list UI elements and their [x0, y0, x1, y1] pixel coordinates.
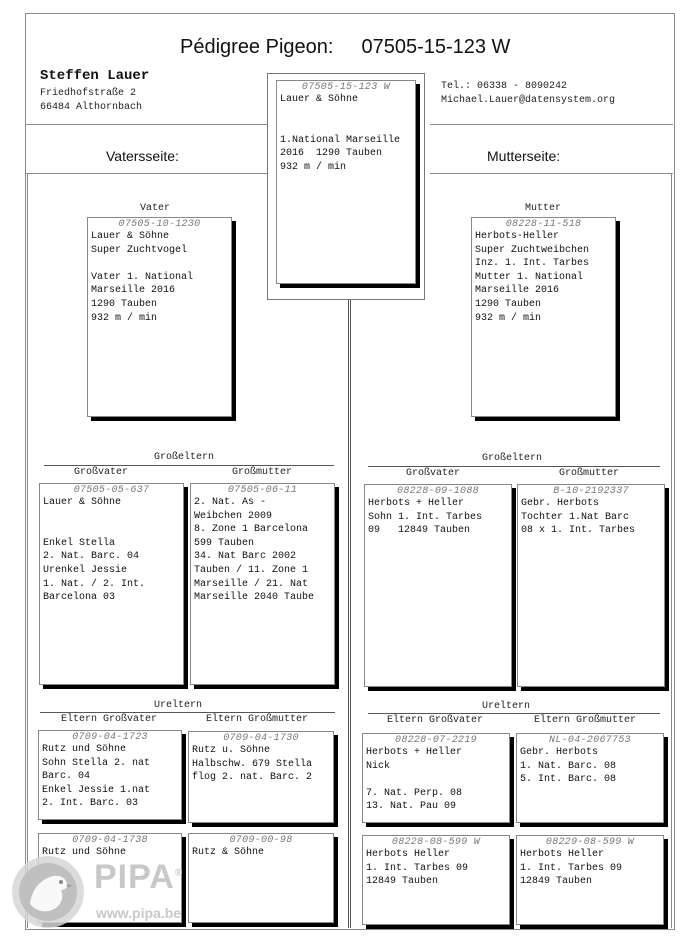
mfm-line: 1. Int. Tarbes 09 [366, 862, 469, 874]
fmf-line: Halbschw. 679 Stella [192, 758, 313, 770]
fmf-line: Rutz u. Söhne [192, 745, 271, 756]
father-line: 1290 Tauben [91, 298, 158, 310]
father-label: Vater [139, 203, 171, 214]
divider-owner [26, 124, 267, 125]
divider-owner-right [430, 124, 673, 125]
ffm-line: Rutz und Söhne [42, 847, 127, 858]
grandfather-label-father: Großvater [73, 467, 129, 478]
ff-line [40, 523, 183, 537]
pipa-registered-mark: ® [174, 867, 184, 879]
title-ring: 07505-15-123 W [361, 36, 511, 58]
mff-line: 13. Nat. Pau 09 [366, 801, 457, 813]
ff-line: Lauer & Söhne [43, 497, 122, 508]
fm-ring: 07505-06-11 [227, 485, 298, 496]
mfm-ring: 08228-08-599 W [391, 837, 481, 848]
great-grandparents-underline-father [40, 712, 335, 713]
ff-ring: 07505-05-637 [73, 485, 150, 496]
parents-grandfather-label-mother: Eltern Großvater [386, 715, 484, 726]
owner-city: 66484 Althornbach [40, 102, 143, 113]
grandparents-underline-father [44, 465, 334, 466]
subject-line [277, 120, 415, 134]
mfm-line: 12849 Tauben [366, 876, 439, 888]
mm-line: Tochter 1.Nat Barc [521, 511, 630, 523]
parents-grandfather-label-father: Eltern Großvater [60, 714, 158, 725]
grandmother-label-father: Großmutter [231, 467, 293, 478]
subject-card [276, 80, 416, 284]
center-divider [348, 298, 351, 928]
father-line: Marseille 2016 [91, 285, 176, 297]
mmm-line: Herbots Heller [520, 849, 605, 860]
father-line: Vater 1. National [91, 271, 194, 283]
mother-line: Marseille 2016 [475, 285, 560, 297]
mmf-line: 5. Int. Barc. 08 [520, 774, 617, 786]
mother-line: 932 m / min [475, 312, 542, 324]
owner-email: Michael.Lauer@datensystem.org [441, 95, 616, 106]
grandparents-label-father: Großeltern [153, 452, 215, 463]
mm-line: 08 x 1. Int. Tarbes [521, 525, 636, 537]
mmm-ring: 08229-08-599 W [545, 837, 635, 848]
grandfather-label-mother: Großvater [405, 468, 461, 479]
great-grandmother-mf-card [362, 835, 510, 925]
grandparents-label-mother: Großeltern [481, 453, 543, 464]
great-grandfather-fm-card [188, 731, 334, 823]
fff-ring: 0709-04-1723 [72, 732, 148, 743]
mm-ring: B-10-2192337 [553, 486, 629, 497]
great-grandfather-mm-card [516, 733, 664, 823]
mother-line: Herbots-Heller [475, 231, 560, 242]
parents-grandmother-label-father: Eltern Großmutter [205, 714, 309, 725]
fm-line: Marseille / 21. Nat [194, 578, 309, 590]
subject-ring: 07505-15-123 W [301, 82, 391, 93]
fff-line: Barc. 04 [42, 771, 91, 783]
great-grandfather-ff-card [38, 730, 182, 820]
fff-line: Sohn Stella 2. nat [42, 757, 151, 769]
ff-line: 2. Nat. Barc. 04 [43, 551, 140, 563]
mother-label: Mutter [524, 203, 562, 214]
fmf-line: flog 2. nat. Barc. 2 [192, 772, 313, 784]
father-line: Super Zuchtvogel [91, 244, 188, 256]
fmm-ring: 0709-00-98 [229, 835, 293, 846]
fm-line: 8. Zone 1 Barcelona [194, 524, 309, 536]
fmf-ring: 0709-04-1730 [223, 733, 299, 744]
great-grandparents-underline-mother [368, 713, 660, 714]
mmm-line: 12849 Tauben [520, 876, 593, 888]
mf-line: Sohn 1. Int. Tarbes [368, 511, 483, 523]
mf-ring: 08228-09-1088 [397, 486, 479, 497]
great-grandmother-fm-card [188, 833, 334, 923]
grandparents-underline-mother [368, 466, 660, 467]
ff-line [40, 510, 183, 524]
divider-sides [26, 173, 267, 174]
owner-phone: Tel.: 06338 - 8090242 [441, 81, 568, 92]
father-line [88, 257, 231, 271]
mf-line: 09 12849 Tauben [368, 525, 471, 537]
mother-ring: 08228-11-518 [505, 219, 582, 230]
title-label: Pédigree Pigeon: [180, 36, 334, 58]
father-side-label: Vatersseite: [106, 148, 179, 164]
mmm-line: 1. Int. Tarbes 09 [520, 862, 623, 874]
owner-name: Steffen Lauer [40, 68, 150, 84]
great-grandfather-mf-card [362, 733, 510, 823]
ff-line: Barcelona 03 [43, 592, 116, 604]
ff-line: Urenkel Jessie [43, 564, 128, 576]
page-title [180, 36, 510, 59]
ffm-ring: 0709-04-1738 [72, 835, 148, 846]
divider-sides-right [430, 173, 673, 174]
mother-side-label: Mutterseite: [487, 148, 561, 164]
grandmother-mother-card [517, 484, 665, 687]
mfm-line: Herbots Heller [366, 849, 451, 860]
subject-line: 2016 1290 Tauben [280, 148, 383, 160]
subject-line: Lauer & Söhne [280, 94, 359, 105]
father-line: 932 m / min [91, 312, 158, 324]
subject-line: 932 m / min [280, 161, 347, 173]
mff-line [363, 773, 509, 787]
mother-line: Mutter 1. National [475, 271, 584, 283]
great-grandparents-label-father: Ureltern [153, 700, 203, 711]
great-grandparents-label-mother: Ureltern [481, 701, 531, 712]
left-inner-line [27, 173, 28, 928]
mmf-line: 1. Nat. Barc. 08 [520, 760, 617, 772]
fff-line: Enkel Jessie 1.nat [42, 784, 151, 796]
fm-line: Marseille 2040 Taube [194, 592, 315, 604]
fm-line: 34. Nat Barc 2002 [194, 551, 297, 563]
fmm-line: Rutz & Söhne [192, 847, 265, 858]
father-line: Lauer & Söhne [91, 231, 170, 242]
pipa-url: www.pipa.be [96, 905, 182, 921]
fff-line: Rutz und Söhne [42, 744, 127, 755]
mmf-ring: NL-04-2067753 [549, 735, 631, 746]
mother-card [471, 217, 616, 417]
ff-line: Enkel Stella [43, 537, 116, 549]
mff-line: 7. Nat. Perp. 08 [366, 787, 463, 799]
ff-line: 1. Nat. / 2. Int. [43, 578, 146, 590]
father-ring: 07505-10-1230 [118, 219, 201, 230]
mff-ring: 08228-07-2219 [395, 735, 477, 746]
mother-line: Super Zuchtweibchen [475, 244, 590, 256]
subject-line [277, 107, 415, 121]
mf-line: Herbots + Heller [368, 498, 465, 509]
fm-line: Weibchen 2009 [194, 510, 273, 522]
mm-line: Gebr. Herbots [521, 498, 600, 509]
subject-line: 1.National Marseille [280, 134, 401, 146]
owner-street: Friedhofstraße 2 [40, 88, 137, 99]
grandfather-mother-card [364, 484, 512, 687]
great-grandmother-mm-card [516, 835, 664, 925]
pipa-wordmark: PIPA [94, 858, 175, 896]
mother-line: Inz. 1. Int. Tarbes [475, 258, 590, 270]
mff-line: Herbots + Heller [366, 747, 463, 758]
mff-line: Nick [366, 760, 391, 772]
mother-line: 1290 Tauben [475, 298, 542, 310]
fm-line: 2. Nat. As - [194, 497, 267, 508]
mmf-line: Gebr. Herbots [520, 747, 599, 758]
pipa-logo-text [94, 858, 183, 897]
fm-line: 599 Tauben [194, 537, 255, 549]
right-inner-line [671, 173, 672, 928]
grandmother-father-card [190, 483, 335, 685]
parents-grandmother-label-mother: Eltern Großmutter [533, 715, 637, 726]
grandmother-label-mother: Großmutter [558, 468, 620, 479]
grandfather-father-card [39, 483, 184, 685]
fff-line: 2. Int. Barc. 03 [42, 798, 139, 810]
fm-line: Tauben / 11. Zone 1 [194, 564, 309, 576]
father-card [87, 217, 232, 417]
